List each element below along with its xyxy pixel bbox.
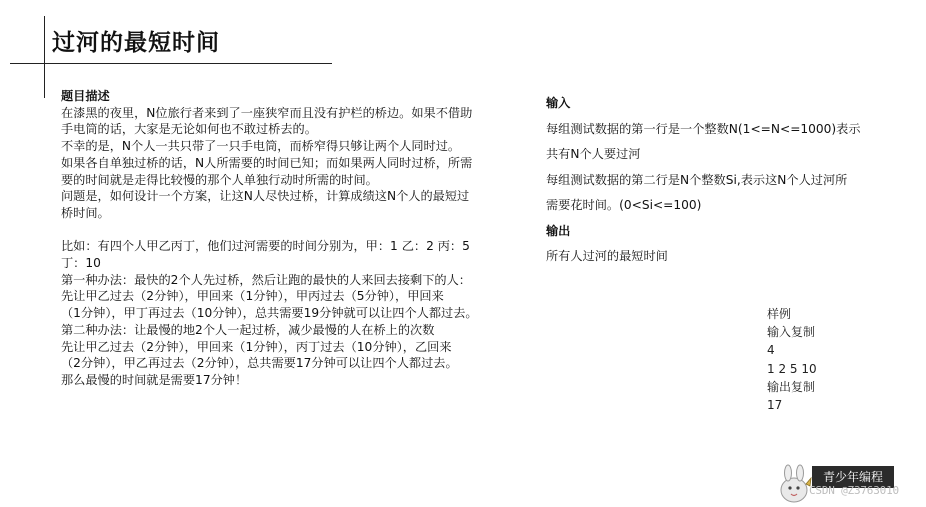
watermark [776, 462, 926, 507]
mascot-icon [776, 464, 812, 504]
output-heading: 输出 [546, 223, 571, 238]
page-title: 过河的最短时间 [52, 30, 220, 56]
problem-description [61, 88, 546, 389]
input-heading: 输入 [546, 96, 571, 110]
paragraph-gap [61, 222, 546, 239]
watermark-banner: 青少年编程 [812, 466, 894, 488]
sample-input-line: 4 [767, 343, 775, 358]
example-line: 比如：有四个人甲乙丙丁，他们过河需要的时间分别为，甲：1 乙：2 丙：5 [61, 239, 470, 254]
input-line: 每组测试数据的第二行是N个整数Si,表示这N个人过河所 [546, 172, 848, 187]
description-line: 桥时间。 [61, 205, 110, 220]
example-line: 第二种办法：让最慢的地2个人一起过桥，减少最慢的人在桥上的次数 [61, 322, 435, 337]
description-line: 问题是，如何设计一个方案，让这N人尽快过桥，计算成绩这N个人的最短过 [61, 189, 470, 204]
description-line: 如果各自单独过桥的话，N人所需要的时间已知；而如果两人同时过桥，所需 [61, 155, 473, 170]
sample-input-line: 1 2 5 10 [767, 361, 817, 376]
example-line: 第一种办法：最快的2个人先过桥，然后让跑的最快的人来回去接剩下的人： [61, 272, 471, 287]
sample-block [767, 305, 817, 414]
title-horizontal-rule [10, 63, 332, 64]
output-text: 所有人过河的最短时间 [546, 249, 668, 263]
sample-output-copy-label[interactable]: 输出复制 [767, 379, 816, 394]
description-line: 不幸的是，N个人一共只带了一只手电筒，而桥窄得只够让两个人同时过。 [61, 139, 461, 154]
example-line: （2分钟），甲乙再过去（2分钟），总共需要17分钟可以让四个人都过去。 [61, 356, 458, 371]
input-line: 需要花时间。(0<Si<=100) [546, 198, 702, 212]
description-line: 手电筒的话，大家是无论如何也不敢过桥去的。 [61, 122, 317, 137]
sample-heading: 样例 [767, 307, 792, 321]
description-heading: 题目描述 [61, 89, 110, 103]
description-line: 在漆黑的夜里，N位旅行者来到了一座狭窄而且没有护栏的桥边。如果不借助 [61, 105, 473, 120]
title-vertical-rule [44, 16, 45, 98]
input-line: 每组测试数据的第一行是一个整数N(1<=N<=1000)表示 [546, 121, 861, 136]
example-line: 先让甲乙过去（2分钟），甲回来（1分钟），丙丁过去（10分钟），乙回来 [61, 339, 452, 354]
input-line: 共有N个人要过河 [546, 147, 641, 161]
sample-output-value: 17 [767, 398, 783, 413]
sample-input-copy-label[interactable]: 输入复制 [767, 325, 816, 340]
example-line: 那么最慢的时间就是需要17分钟！ [61, 372, 248, 387]
io-spec [546, 91, 916, 270]
example-line: 先让甲乙过去（2分钟），甲回来（1分钟），甲丙过去（5分钟），甲回来 [61, 289, 444, 304]
example-line: （1分钟），甲丁再过去（10分钟），总共需要19分钟就可以让四个人都过去。 [61, 306, 478, 321]
description-line: 要的时间就是走得比较慢的那个人单独行动时所需的时间。 [61, 172, 378, 187]
watermark-text: CSDN @Z3763010 [809, 484, 899, 497]
example-line: 丁：10 [61, 256, 101, 271]
